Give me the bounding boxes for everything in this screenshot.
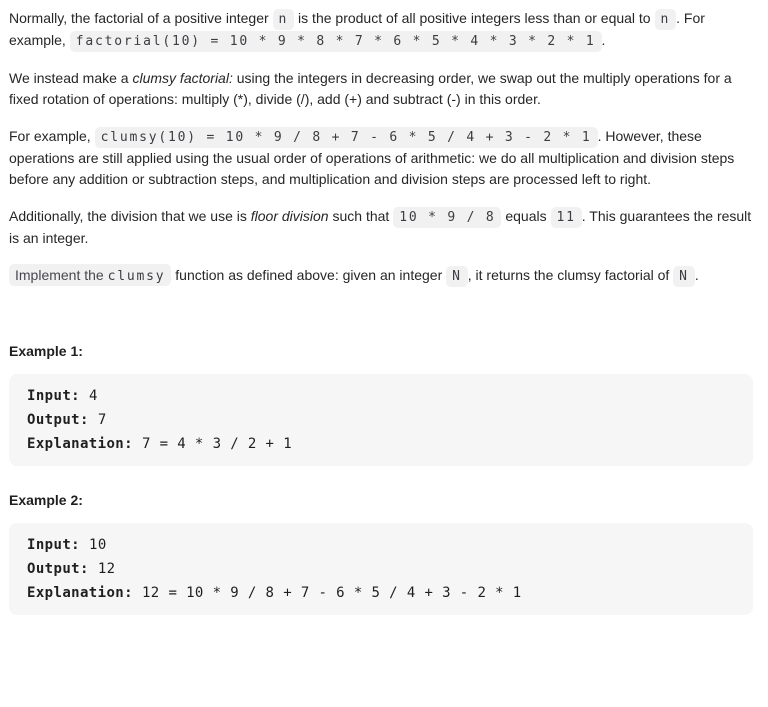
examples-section [9, 341, 753, 615]
example-1-output-line [27, 408, 735, 432]
output-label: Output: [27, 412, 89, 428]
input-value: 10 [88, 537, 107, 553]
explanation-label: Explanation: [27, 585, 133, 601]
input-label: Input: [27, 537, 80, 553]
example-2-output-line [27, 557, 735, 581]
example-1-code-block [9, 374, 753, 466]
emphasized-text: clumsy factorial: [132, 70, 233, 86]
output-value: 12 [97, 561, 116, 577]
example-2-code-block [9, 523, 753, 615]
example-2 [9, 490, 753, 615]
emphasized-text: floor division [250, 208, 329, 224]
inline-code: n [655, 9, 677, 30]
paragraph-clumsy-definition: We instead make a clumsy factorial: using the integers in decreasing order, we swap out the multiply operations for a fixed rotation of operations: multiply (*), divide (/), add (+) and subtract (-) in this order. [9, 70, 732, 107]
inline-code: 10 * 9 / 8 [393, 207, 501, 228]
paragraph-floor-division: Additionally, the division that we use is floor division such that 10 * 9 / 8 equals 11 . This guarantees the result is an integer. [9, 208, 752, 246]
explanation-label: Explanation: [27, 436, 133, 452]
inline-code: N [673, 266, 695, 287]
inline-code: factorial(10) = 10 * 9 * 8 * 7 * 6 * 5 * 4 * 3 * 2 * 1 [70, 31, 602, 52]
example-2-label: Example 2: [9, 492, 83, 508]
inline-code-text: clumsy [107, 269, 166, 284]
example-1-explanation-line [27, 432, 735, 456]
explanation-value: 7 = 4 * 3 / 2 + 1 [141, 436, 293, 452]
inline-plain-text: Implement the [15, 267, 108, 283]
inline-code: clumsy(10) = 10 * 9 / 8 + 7 - 6 * 5 / 4 + 3 - 2 * 1 [95, 127, 598, 148]
paragraph-task: Implement the clumsy function as defined above: given an integer N , it returns the clumsy factorial of N . [9, 265, 753, 287]
paragraph-factorial-definition: Normally, the factorial of a positive integer n is the product of all positive integers less than or equal to n . For example, factorial(10) = 10 * 9 * 8 * 7 * 6 * 5 * 4 * 3 * 2 * 1 . [9, 8, 753, 52]
example-1 [9, 341, 753, 466]
example-1-label: Example 1: [9, 343, 83, 359]
inline-code: n [273, 9, 295, 30]
input-value: 4 [88, 388, 98, 404]
output-label: Output: [27, 561, 89, 577]
explanation-value: 12 = 10 * 9 / 8 + 7 - 6 * 5 / 4 + 3 - 2 * 1 [141, 585, 522, 601]
input-label: Input: [27, 388, 80, 404]
example-1-input-line [27, 384, 735, 408]
inline-highlight-chip [9, 264, 171, 286]
paragraph-clumsy-example: For example, clumsy(10) = 10 * 9 / 8 + 7 - 6 * 5 / 4 + 3 - 2 * 1 . However, these operations are still applied using the usual order of operations of arithmetic: we do all multiplication and division steps before any addition or subtraction steps, and multiplication and division steps are processed left to right. [9, 128, 735, 187]
inline-code: 11 [551, 207, 582, 228]
example-2-explanation-line [27, 581, 735, 605]
example-2-input-line [27, 533, 735, 557]
inline-code: N [446, 266, 468, 287]
output-value: 7 [97, 412, 107, 428]
problem-statement [9, 8, 753, 615]
